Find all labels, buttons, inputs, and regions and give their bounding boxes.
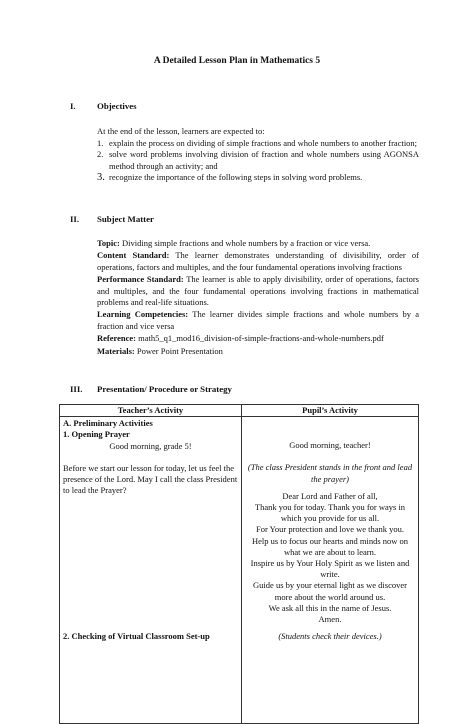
prayer-line: For Your protection and love we thank you.	[255, 524, 405, 535]
objective-item	[97, 149, 419, 172]
prayer-line: Dear Lord and Father of all,	[282, 490, 378, 501]
spacer	[245, 451, 415, 462]
section-3-number: III.	[70, 384, 83, 394]
section-2-title: Subject Matter	[97, 214, 154, 224]
competencies-line	[97, 309, 419, 332]
teacher-activity-header: Teacher’s Activity	[60, 405, 242, 417]
prayer-line: Thank you for today. Thank you for ways in which you provide for us all.	[254, 502, 406, 524]
competencies-text: The learner divides simple fractions and whole numbers by a fraction and vice versa	[97, 309, 419, 331]
spacer	[63, 496, 238, 631]
objective-text: recognize the importance of the following steps in solving word problems.	[109, 172, 363, 183]
activity-table	[59, 404, 419, 724]
topic-label: Topic:	[97, 238, 120, 248]
pupil-activity-cell	[242, 417, 419, 724]
prayer-line: Help us to focus our hearts and minds now on what we are about to learn.	[251, 535, 409, 557]
performance-standard-label: Performance Standard:	[97, 274, 184, 285]
spacer	[245, 429, 415, 440]
reference-label: Reference:	[97, 333, 137, 344]
prayer-line: Amen.	[318, 614, 342, 625]
spacer	[245, 418, 415, 429]
opening-prayer-heading: 1. Opening Prayer	[63, 429, 130, 440]
teacher-activity-cell	[60, 417, 242, 724]
pupil-greeting: Good morning, teacher!	[289, 440, 371, 451]
materials-label: Materials:	[97, 345, 135, 356]
prayer-line: We ask all this in the name of Jesus.	[268, 602, 392, 613]
reference-text: math5_q1_mod16_division-of-simple-fractions-and-whole-numbers.pdf	[136, 333, 384, 344]
preliminary-activities-heading: A. Preliminary Activities	[63, 418, 153, 429]
checking-setup-heading: 2. Checking of Virtual Classroom Set-up	[63, 631, 210, 642]
section-1-title: Objectives	[97, 101, 137, 111]
content-standard-text: The learner demonstrates understanding of divisibility, order of operations, factors and multiples, and the four fundamental operations involving fractions	[97, 250, 419, 272]
performance-standard-line	[97, 274, 419, 308]
pupil-check-devices: (Students check their devices.)	[278, 631, 382, 642]
reference-line	[97, 333, 419, 344]
objective-text: explain the process on dividing of simple fractions and whole numbers to another fraction;	[109, 138, 418, 148]
objective-text: solve word problems involving division of fraction and whole numbers using AGONSA method through an activity; and	[109, 149, 419, 171]
prayer-line: Guide us by your eternal light as we discover more about the world around us.	[253, 580, 407, 602]
table-header-row	[60, 405, 419, 417]
section-2-number: II.	[70, 214, 80, 224]
table-row	[60, 417, 419, 724]
section-3-title: Presentation/ Procedure or Strategy	[97, 384, 232, 394]
pupil-stage-direction: (The class President stands in the front and lead the prayer)	[247, 462, 413, 484]
objective-item	[97, 172, 419, 183]
performance-standard-text: The learner is able to apply divisibility, order of operations, factors and multiples, and the four fundamental operations involving fractions in mathematical problems and real-life situations.	[97, 274, 419, 308]
content-standard-label: Content Standard:	[97, 250, 170, 261]
materials-text: Power Point Presentation	[134, 345, 223, 356]
objective-item	[97, 138, 419, 149]
prayer-line: Inspire us by Your Holy Spirit as we listen and write.	[250, 558, 410, 580]
objective-number: 2.	[97, 149, 104, 160]
objectives-intro: At the end of the lesson, learners are expected to:	[97, 126, 265, 136]
objective-number: 1.	[97, 138, 104, 148]
topic-text: Dividing simple fractions and whole numbers by a fraction or vice versa.	[119, 238, 371, 248]
materials-line	[97, 346, 419, 357]
pupil-activity-header: Pupil’s Activity	[242, 405, 419, 417]
subject-matter-block	[97, 238, 419, 358]
teacher-prayer-call: Before we start our lesson for today, let us feel the presence of the Lord. May I call the class President to lead the Prayer?	[63, 462, 238, 496]
content-standard-line	[97, 250, 419, 273]
teacher-greeting: Good morning, grade 5!	[109, 440, 192, 451]
topic-line	[97, 238, 419, 249]
document-title: A Detailed Lesson Plan in Mathematics 5	[153, 56, 321, 66]
competencies-label: Learning Competencies:	[97, 309, 189, 320]
objective-number: 3.	[97, 172, 105, 184]
section-1-number: I.	[70, 101, 76, 111]
spacer	[63, 452, 238, 463]
objectives-list	[97, 138, 419, 184]
